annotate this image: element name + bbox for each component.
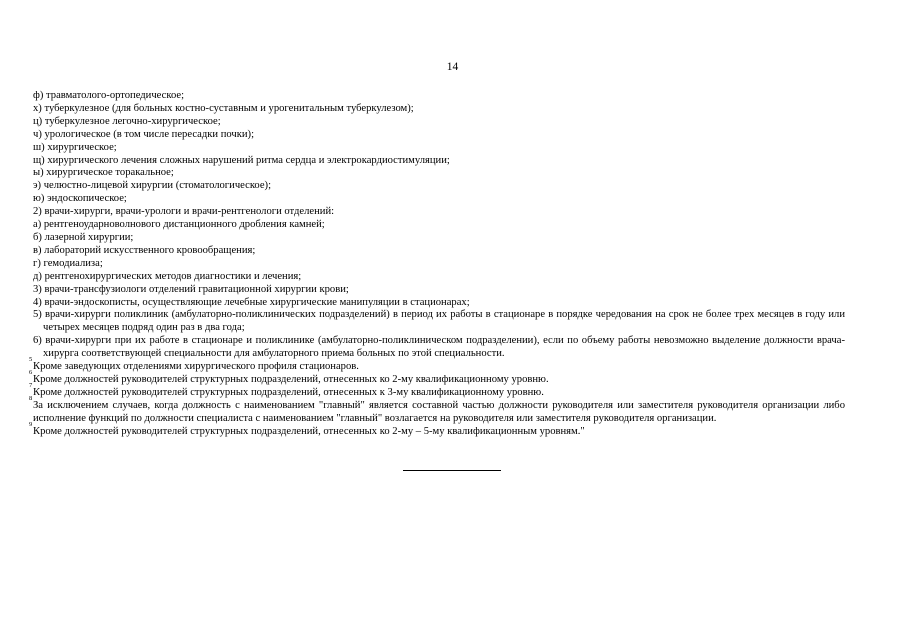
list-item: д) рентгенохирургических методов диагностики и лечения; xyxy=(33,270,302,282)
footnote-text: Кроме должностей руководителей структурных подразделений, отнесенных к 3-му квалификационному уровню. xyxy=(33,386,544,398)
footnote-text: За исключением случаев, когда должность с наименованием "главный" является составной частью должности руководителя или заместителя руководителя организации либо исполнение функций по должности специалиста с наименованием "главный" возлагается на руководителя или заместителя руководителя организации. xyxy=(33,399,845,424)
footnote xyxy=(29,356,845,374)
list-item: в) лабораторий искусственного кровообращения; xyxy=(33,244,256,256)
footnote-mark: 7 xyxy=(29,381,33,389)
list-item: ю) эндоскопическое; xyxy=(33,193,127,205)
footnote-mark: 9 xyxy=(29,420,33,428)
footnote-mark: 8 xyxy=(29,394,33,402)
footnote xyxy=(29,420,845,439)
list-item: 4) врачи-эндоскописты, осуществляющие лечебные хирургические манипуляции в стационарах; xyxy=(33,296,470,308)
list-item: ц) туберкулезное легочно-хирургическое; xyxy=(33,115,221,127)
list-item-5: 5) врачи-хирурги поликлиник (амбулаторно-поликлинических подразделений) в период их работы в стационаре в порядке чередования на срок не более трех месяцев в году или четырех месяцев подряд один раз в два года; xyxy=(33,309,845,334)
list-item: 2) врачи-хирурги, врачи-урологи и врачи-рентгенологи отделений: xyxy=(33,206,335,218)
list-item: а) рентгеноударноволнового дистанционного дробления камней; xyxy=(33,219,325,231)
footnote-text: Кроме должностей руководителей структурных подразделений, отнесенных ко 2-му – 5-му квалификационным уровням." xyxy=(33,425,585,437)
list-item: б) лазерной хирургии; xyxy=(33,231,134,243)
separator-line xyxy=(403,470,501,471)
list-item: ш) хирургическое; xyxy=(33,141,117,153)
footnote-mark: 6 xyxy=(29,368,33,376)
footnote-mark: 5 xyxy=(29,356,33,364)
list-item: х) туберкулезное (для больных костно-суставным и урогенитальным туберкулезом); xyxy=(33,102,414,114)
list-item: ч) урологическое (в том числе пересадки почки); xyxy=(33,128,255,140)
footnote-text: Кроме заведующих отделениями хирургического профиля стационаров. xyxy=(33,361,359,373)
document-body xyxy=(29,90,845,438)
list-item: ф) травматолого-ортопедическое; xyxy=(33,90,185,101)
footnote xyxy=(29,394,845,426)
list-item: э) челюстно-лицевой хирургии (стоматологическое); xyxy=(33,180,272,192)
footnote-text: Кроме должностей руководителей структурных подразделений, отнесенных ко 2-му квалификационному уровню. xyxy=(33,373,549,385)
list-item: ы) хирургическое торакальное; xyxy=(33,167,174,179)
list-item: 3) врачи-трансфузиологи отделений гравитационной хирургии крови; xyxy=(33,283,349,295)
footnote xyxy=(29,381,845,400)
list-item: щ) хирургического лечения сложных нарушений ритма сердца и электрокардиостимуляции; xyxy=(33,154,450,166)
list-item-6: 6) врачи-хирурги при их работе в стационаре и поликлинике (амбулаторно-поликлиническом подразделении), если по объему работы невозможно выделение должности врача-хирурга соответствующей специальности для амбулаторного приема больных по этой специальности. xyxy=(33,335,845,360)
list-item: г) гемодиализа; xyxy=(33,257,103,269)
footnote xyxy=(29,368,845,387)
page-number: 14 xyxy=(446,61,459,73)
